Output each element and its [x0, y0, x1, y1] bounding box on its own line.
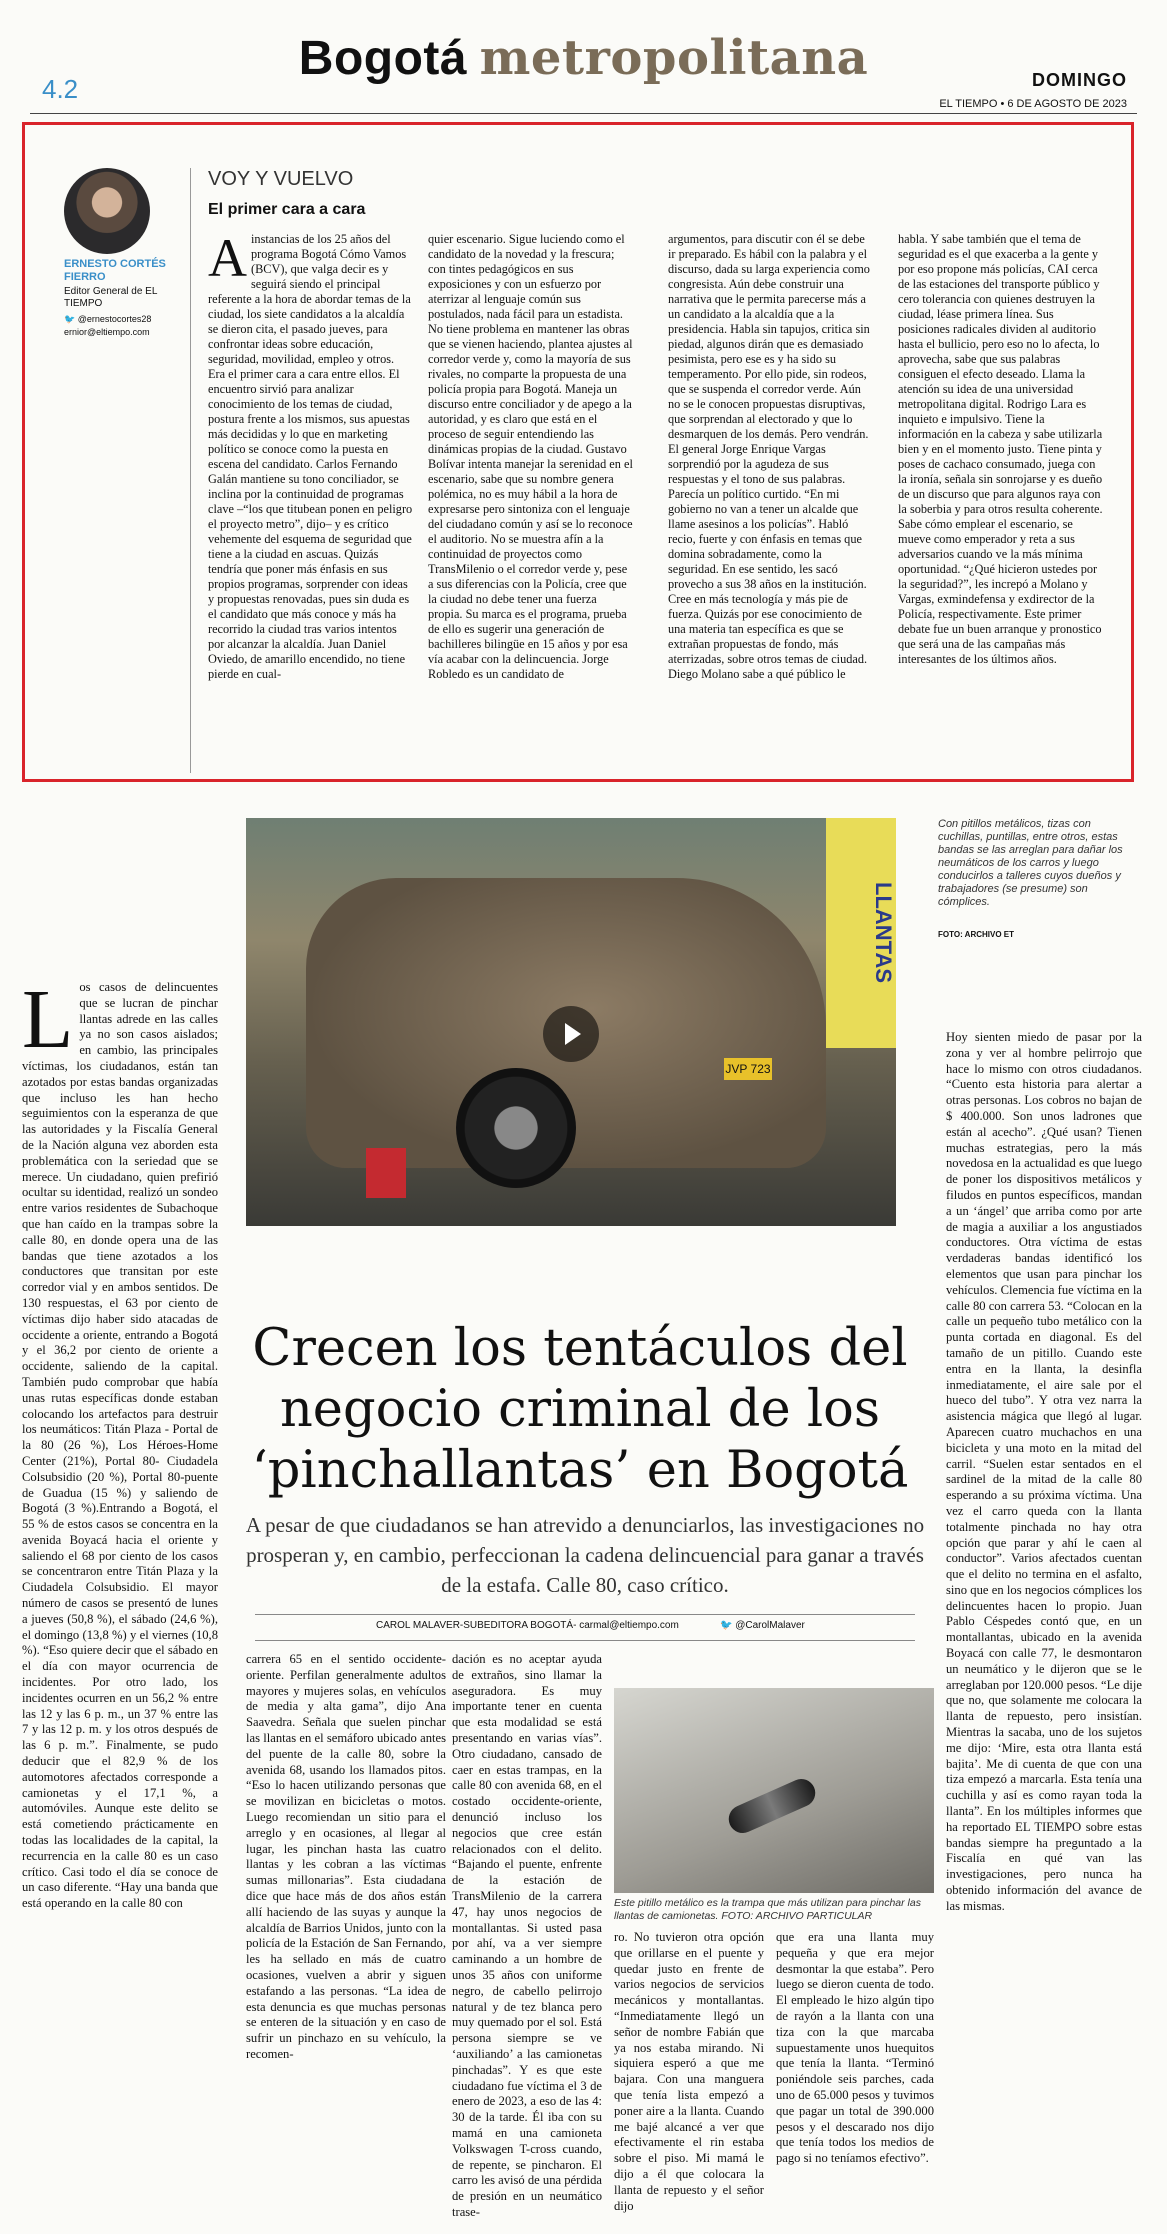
article-headline: Crecen los tentáculos del negocio criminal de los ‘pinchallantas’ en Bogotá: [251, 1319, 909, 1500]
metal-tube-image: [724, 1775, 819, 1838]
shop-sign: LLANTAS: [826, 818, 896, 1048]
author-email[interactable]: ernior@eltiempo.com: [64, 327, 150, 337]
author-role: Editor General de EL TIEMPO: [64, 286, 158, 309]
drop-cap: A: [208, 232, 247, 288]
drop-cap: L: [22, 980, 74, 1066]
article-text-column: carrera 65 en el sentido occidente-oriente. Perfilan generalmente adultos mayores y mujeres solas, en vehículos de media y alta gama”, dijo Ana Saavedra. Señala que suelen pinchar las llantas en el semáforo ubicado antes del puente de la calle 80, sobre la avenida 68, usando los llamados pitos. “Eso lo hacen utilizando personas que se movilizan en bicicletas o motos. Luego recomiendan un sitio para el arreglo y en ocasiones, al llegar al lugar, les pinchan hasta las cuatro llantas y les cobran a las víctimas sumas millonarias”. Esta ciudadana dice que hace más de dos años están allí haciendo de las suyas y aunque la alcaldía de Barrios Unidos, junto con la policía de la Estación de San Fernando, les ha sellado en más de cuatro ocasiones, vuelven a abrir y siguen estafando a las personas. “La idea de esta denuncia es que muchas personas se enteren de la situación y en caso de sufrir un pinchazo en su vehículo, la recomen-: [246, 1652, 446, 2061]
header-rule: [30, 113, 1137, 114]
byline-rule: [255, 1640, 915, 1641]
wheel-image: [456, 1068, 576, 1188]
column-divider: [190, 168, 191, 773]
article-text-column: [22, 980, 218, 2230]
article-text-column: que era una llanta muy pequeña y que era mejor desmontar la que estaba”. Pero luego se dieron cuenta de todo. El empleado le hizo algún tipo de rayón a la llanta con una tiza con la que marcaba supuestamente unos huequitos que tenía la llanta. “Terminó poniéndole seis parches, cada uno de 65.000 pesos y tuvimos que pagar un total de 390.000 pesos y el descarado nos dijo que tenía todos los medios de pago si no teníamos efectivo”.: [776, 1930, 934, 2166]
opinion-text-column: quier escenario. Sigue luciendo como el candidato de la novedad y la frescura; con tintes pedagógicos en sus exposiciones y con un esfuerzo por aterrizar al lenguaje común sus postulados, nada fácil para un estadista. No tiene problema en mantener las obras que se vienen haciendo, plantea ajustes al corredor verde y, como la mayoría de sus rivales, no comparte la propuesta de una policía propia para Bogotá. Maneja un discurso entre conciliador y de apego a la autoridad, y es claro que está en el proceso de seguir entendiendo las dinámicas propias de la ciudad. Gustavo Bolívar intenta manejar la serenidad en el escenario, sabe que su nombre genera polémica, no es muy hábil a la hora de expresarse pero sintoniza con el lenguaje del ciudadano común y así se lo reconoce el auditorio. No se muestra afín a la continuidad de proyectos como TransMilenio o el corredor verde y, pese a sus diferencias con la Policía, cree que la ciudad no debe tener una fuerza propia. Su marca es el programa, prueba de ello es sugerir una generación de bachilleres bilingüe en 15 años y por esa vía acabar con la delincuencia. Jorge Robledo es un candidato de: [428, 232, 633, 681]
author-twitter-handle: @ernestocortes28: [77, 314, 152, 324]
article-text-column: ro. No tuvieron otra opción que orillarse en el puente y quedar justo en frente de varios negocios de servicios mecánicos y montallantas. “Inmediatamente llegó un señor de nombre Fabián que ya nos estaba mirando. Ni siquiera esperó a que me bajara. Con una manguera que tenía lista empezó a poner aire a la llanta. Cuando me bajé alcancé a ver que efectivamente el rin estaba sobre el piso. Mi mamá le dijo a él que colocara la llanta de repuesto y el señor dijo: [614, 1930, 764, 2213]
article-text-column: Hoy sienten miedo de pasar por la zona y ver al hombre pelirrojo que hace lo mismo con otros ciudadanos. “Cuento esta historia para alertar a otras personas. Los cobros no bajan de $ 400.000. Son unos ladrones que están al acecho”. ¿Qué usan? Tienen muchas estrategias, pero la más novedosa en la actualidad es que luego de poner los dispositivos metálicos y filudos en puntos específicos, mandan a un ‘ángel’ que arriba como por arte de magia a auxiliar a los angustiados conductores. Otra víctima de estas verdaderas bandas identificó los elementos que usan para pinchar los vehículos. Clemencia fue víctima en la calle 80 con carrera 53. “Colocan en la calle un pequeño tubo metálico con la punta cortada en diagonal. Es del tamaño de un pitillo. Cuando este entra en la llanta, la desinfla inmediatamente, el aire sale por el hueco del tubo”. Y otra vez narra la asistencia mágica que llegó al lugar. Aparecen cuatro muchachos en una bicicleta y una moto en la mitad del carril. “Suelen estar sentados en el sardinel de la mitad de la calle 80 esperando a su próxima víctima. Una vez el carro queda con la llanta totalmente pinchada no hay otra opción que parar y ahí le caen al conductor”. Varios afectados cuentan que el delito no termina en el asfalto, sino que en los negocios cómplices los delincuentes hacen lo propio. Juan Pablo Céspedes contó que, en un montallantas, ubicado en la avenida Boyacá con calle 77, le desmontaron un neumático y le dijeron que se le arreglaban por 120.000 pesos. “Le dije que no, que solamente me colocara la llanta de repuesto, pero insistían. Mientras la sacaba, uno de los sujetos me dijo: ‘Mire, esta otra llanta está bajita’. Me di cuenta de que con una tiza empezó a marcarla. Esta tenía una cuchilla y así es como rayan toda la llanta”. En los múltiples informes que ha reportado EL TIEMPO sobre estas bandas siempre ha preguntado a la Fiscalía en qué van las investigaciones, pero nunca ha obtenido información del avance de las mismas.: [946, 1030, 1142, 1913]
photo-caption: Con pitillos metálicos, tizas con cuchillas, puntillas, entre otros, estas bandas se las arreglan para dañar los neumáticos de los carros y luego conducirlos a talleres cuyos dueños y trabajadores (se presume) son cómplices.: [938, 818, 1123, 908]
car-jack-image: [366, 1148, 406, 1198]
masthead-section: metropolitana: [479, 30, 869, 86]
issue-day: DOMINGO: [1032, 70, 1127, 90]
second-photo-caption: Este pitillo metálico es la trampa que más utilizan para pinchar las llantas de camionetas. FOTO: ARCHIVO PARTICULAR: [614, 1897, 921, 1922]
opinion-text-column: [208, 232, 413, 777]
author-twitter[interactable]: [64, 314, 151, 325]
article-deck: A pesar de que ciudadanos se han atrevido a denunciarlos, las investigaciones no prosperan y, en cambio, perfeccionan la cadena delincuencial para ganar a través de la estafa. Calle 80, caso crítico.: [245, 1513, 925, 1597]
byline-rule: [255, 1614, 915, 1615]
byline-twitter[interactable]: [720, 1620, 805, 1631]
opinion-text-column: argumentos, para discutir con él se debe ir preparado. Es hábil con la palabra y el discurso, dada su larga experiencia como congresista. Aún debe construir una narrativa que le permita parecerse más a un candidato a la alcaldía que a la presidencia. Habla sin tapujos, critica sin piedad, algunos dirán que es demasiado pesimista, pero ese es y ha sido su temperamento. Por ello pide, sin rodeos, que se suspenda el corredor verde. Aún no se le conocen propuestas disruptivas, que sorprendan al electorado y que lo desmarquen de los demás. Pero vendrán. El general Jorge Enrique Vargas sorprendió por la agudeza de sus respuestas y el tono de sus palabras. Parecía un político curtido. “En mi gobierno no van a tener un alcalde que llame asesinos a los policías”. Habló recio, fuerte y con énfasis en temas que domina sobradamente, como la seguridad. En ese sentido, les sacó provecho a sus 38 años en la institución. Cree en más tecnología y más pie de fuerza. Quizás por ese conocimiento de una materia tan específica es que se extrañan propuestas de fondo, más aterrizadas, sobre otros temas de ciudad. Diego Molano sabe a qué público le: [668, 232, 870, 681]
issue-date: EL TIEMPO • 6 DE AGOSTO DE 2023: [939, 98, 1127, 110]
author-avatar: [64, 168, 150, 254]
opinion-text-column: habla. Y sabe también que el tema de seguridad es el que exacerba a la gente y por eso propone más policías, CAI cerca de las estaciones del transporte público y cero tolerancia con quienes destruyen la ciudad, léase primera línea. Sus posiciones radicales dividen al auditorio hasta el bullicio, pero eso no lo afecta, lo aprovecha, sabe que sus palabras consiguen el efecto deseado. Llama la atención su idea de una universidad metropolitana digital. Rodrigo Lara es inquieto e impulsivo. Tiene la información en la cabeza y sabe utilizarla bien y en el momento justo. Tiene pinta y poses de cachaco consumado, juega con la ironía, señala sin sonrojarse y es dueño de un discurso que para algunos raya con la soberbia y para otros resulta coherente. Sabe cómo emplear el escenario, se mueve como emperador y reta a sus adversarios cuando ve la más mínima oportunidad. “¿Qué hicieron ustedes por la seguridad?”, les increpó a Molano y Vargas, exmindefensa y exdirector de la Policía, respectivamente. Este primer debate fue un buen arranque y pronostico que será una de las campañas más interesantes de los últimos años.: [898, 232, 1103, 666]
opinion-kicker: VOY Y VUELVO: [208, 168, 354, 190]
license-plate: JVP 723: [724, 1058, 772, 1080]
metal-tube-photo: [614, 1688, 934, 1893]
twitter-bird-icon: 🐦: [64, 314, 76, 324]
photo-credit: FOTO: ARCHIVO ET: [938, 930, 1014, 939]
article-byline: CAROL MALAVER-SUBEDITORA BOGOTÁ- carmal@eltiempo.com: [376, 1620, 679, 1631]
video-play-button[interactable]: [543, 1006, 599, 1062]
section-masthead: [0, 30, 1167, 86]
byline-twitter-handle: @CarolMalaver: [735, 1620, 805, 1631]
opinion-paragraph: instancias de los 25 años del programa Bogotá Cómo Vamos (BCV), que valga decir es y seguirá siendo el principal referente a la hora de abordar temas de la ciudad, los siete candidatos a la alcaldía se dieron cita, el pasado jueves, para confrontar ideas sobre educación, seguridad, movilidad, empleo y otros. Era el primer cara a cara entre ellos. El encuentro sirvió para analizar conocimiento de los temas de ciudad, postura frente a los mismos, sus apuestas más decididas y lo que en marketing político se conoce como la puesta en escena del candidato. Carlos Fernando Galán mantiene su tono conciliador, se inclina por la continuidad de programas clave –“los que titubean ponen en peligro el proyecto metro”, dijo– y es crítico vehemente del esquema de seguridad que tiene a la ciudad en ascuas. Quizás tendría que poner más énfasis en sus propios programas, sorprender con ideas y propuestas renovadas, pues sin duda es el candidato que más conoce y más ha recorrido la ciudad tras varios intentos por alcanzar la alcaldía. Juan Daniel Oviedo, de amarillo encendido, no tiene pierde en cual-: [208, 232, 413, 681]
masthead-city: Bogotá: [298, 32, 468, 85]
author-name: ERNESTO CORTÉS FIERRO: [64, 258, 166, 283]
opinion-title: El primer cara a cara: [208, 201, 366, 218]
article-text-column: dación es no aceptar ayuda de extraños, sino llamar la aseguradora. Es muy importante tener en cuenta que esta modalidad se está presentando en varias vías”. Otro ciudadano, cansado de caer en estas trampas, en la calle 80 con avenida 68, en el costado occidente-oriente, denunció incluso los negocios que cree están relacionados con el delito. “Bajando el puente, enfrente de la estación de TransMilenio de la carrera 47, hay unos negocios de montallantas. Si usted pasa por ahí, va a ver siempre caminando a un hombre de unos 35 años con uniforme negro, de cabello pelirrojo natural y de tez blanca pero muy quemado por el sol. Está persona siempre se ve ‘auxiliando’ a las camionetas pinchadas”. Y es que este ciudadano fue víctima el 3 de enero de 2023, a eso de las 4: 30 de la tarde. Él iba con su mamá en una camioneta Volkswagen T-cross cuando, de repente, se pincharon. El carro les avisó de una pérdida de presión en un neumático trase-: [452, 1652, 602, 2219]
twitter-bird-icon: 🐦: [720, 1620, 733, 1631]
page-number: 4.2: [42, 74, 79, 104]
article-paragraph: os casos de delincuentes que se lucran de pinchar llantas adrede en las calles ya no son casos aislados; en cambio, las principales víctimas, los ciudadanos, están tan azotados por estas bandas organizadas que incluso les han hecho seguimientos con la esperanza de que las autoridades y la Fiscalía General de la Nación alguna vez aborden esta problemática con la seriedad que se merece. Un ciudadano, quien prefirió ocultar su identidad, realizó un sondeo entre varios residentes de Subachoque que han caído en la trampas sobre la calle 80, en donde opera una de las bandas que tiene azotados a los conductores que transitan por este corredor vial y en ambos sentidos. De 130 respuestas, el 63 por ciento de víctimas dijo haber sido atacadas de occidente a oriente, entrando a Bogotá y el 36,2 por ciento de oriente a occidente, saliendo de la capital. También pudo comprobar que había unas rutas específicas donde estaban colocando los artefactos para destruir los neumáticos: Titán Plaza - Portal de la 80 (26 %), Los Héroes-Home Center (21%), Portal 80- Ciudadela Colsubsidio (20 %), Portal 80-puente de Guadua (15 %) y saliendo de Bogotá (3 %).Entrando a Bogotá, el 55 % de estos casos se concentra en la avenida Boyacá hacia el oriente y saliendo el 68 por ciento de los casos se concentraron entre Titán Plaza y la Ciudadela Colsubsidio. El mayor número de casos se presentó de lunes a jueves (50,8 %), el sábado (24,6 %), el domingo (13,8 %) y el viernes (10,8 %). “Eso quiere decir que el sábado en el día con mayor ocurrencia de incidentes. Por otro lado, los incidentes ocurren en un 56,2 % entre las 12 y las 6 p. m., un 37 % entre las 7 y las 12 p. m. y los otros después de las 6 p. m.”. Finalmente, se pudo deducir que el 82,9 % de los automotores afectados corresponde a camionetas y el 17,1 %, a automóviles. Aunque este delito se está cometiendo prácticamente en todas las localidades de la capital, la recurrencia en la calle 80 es un caso crítico. Casi todo el día se conoce de un caso diferente. “Hay una banda que está operando en la calle 80 con: [22, 980, 218, 1911]
